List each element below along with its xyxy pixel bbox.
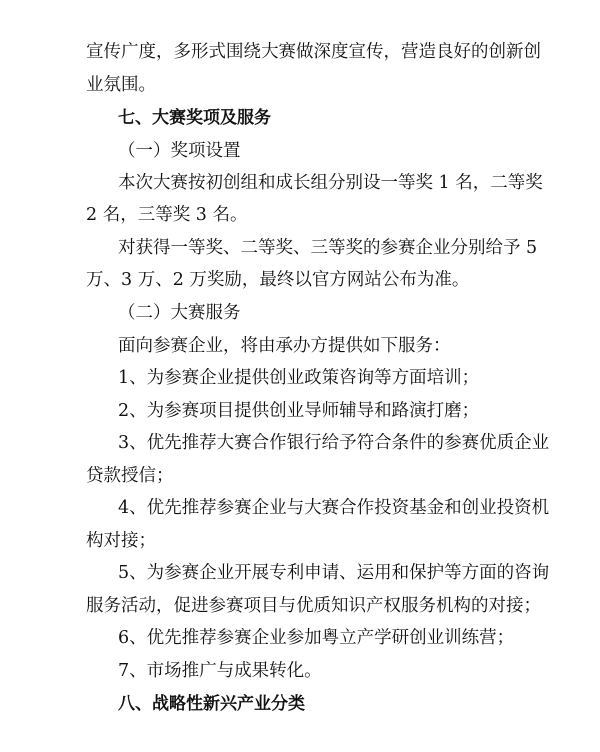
section-heading-awards: 七、大赛奖项及服务 [118,108,271,128]
list-item: 7、市场推广与成果转化。 [118,661,322,681]
paragraph-line: 对获得一等奖、二等奖、三等奖的参赛企业分别给予 5 [118,238,538,258]
paragraph-line: 宣传广度，多形式围绕大赛做深度宣传，营造良好的创新创 [86,42,541,62]
subheading-services: （二）大赛服务 [118,303,241,323]
paragraph-line: 2 名，三等奖 3 名。 [86,205,248,225]
section-heading-industry: 八、战略性新兴产业分类 [118,694,305,714]
list-item: 5、为参赛企业开展专利申请、运用和保护等方面的咨询 [118,563,550,583]
paragraph-line: 面向参赛企业，将由承办方提供如下服务： [118,336,451,356]
paragraph-line: 服务活动，促进参赛项目与优质知识产权服务机构的对接； [86,596,541,616]
list-item: 1、为参赛企业提供创业政策咨询等方面培训； [118,368,480,388]
list-item: 6、优先推荐参赛企业参加粤立产学研创业训练营； [118,628,515,648]
paragraph-line: 万、3 万、2 万奖励，最终以官方网站公布为准。 [86,270,470,290]
paragraph-line: 构对接； [86,531,156,551]
paragraph-line: 本次大赛按初创组和成长组分别设一等奖 1 名，二等奖 [118,173,543,193]
list-item: 3、优先推荐大赛合作银行给予符合条件的参赛优质企业 [118,433,550,453]
subheading-award-setting: （一）奖项设置 [118,141,241,161]
paragraph-line: 业氛围。 [86,75,156,95]
list-item: 2、为参赛项目提供创业导师辅导和路演打磨； [118,401,480,421]
list-item: 4、优先推荐参赛企业与大赛合作投资基金和创业投资机 [118,498,550,518]
paragraph-line: 贷款授信； [86,466,174,486]
